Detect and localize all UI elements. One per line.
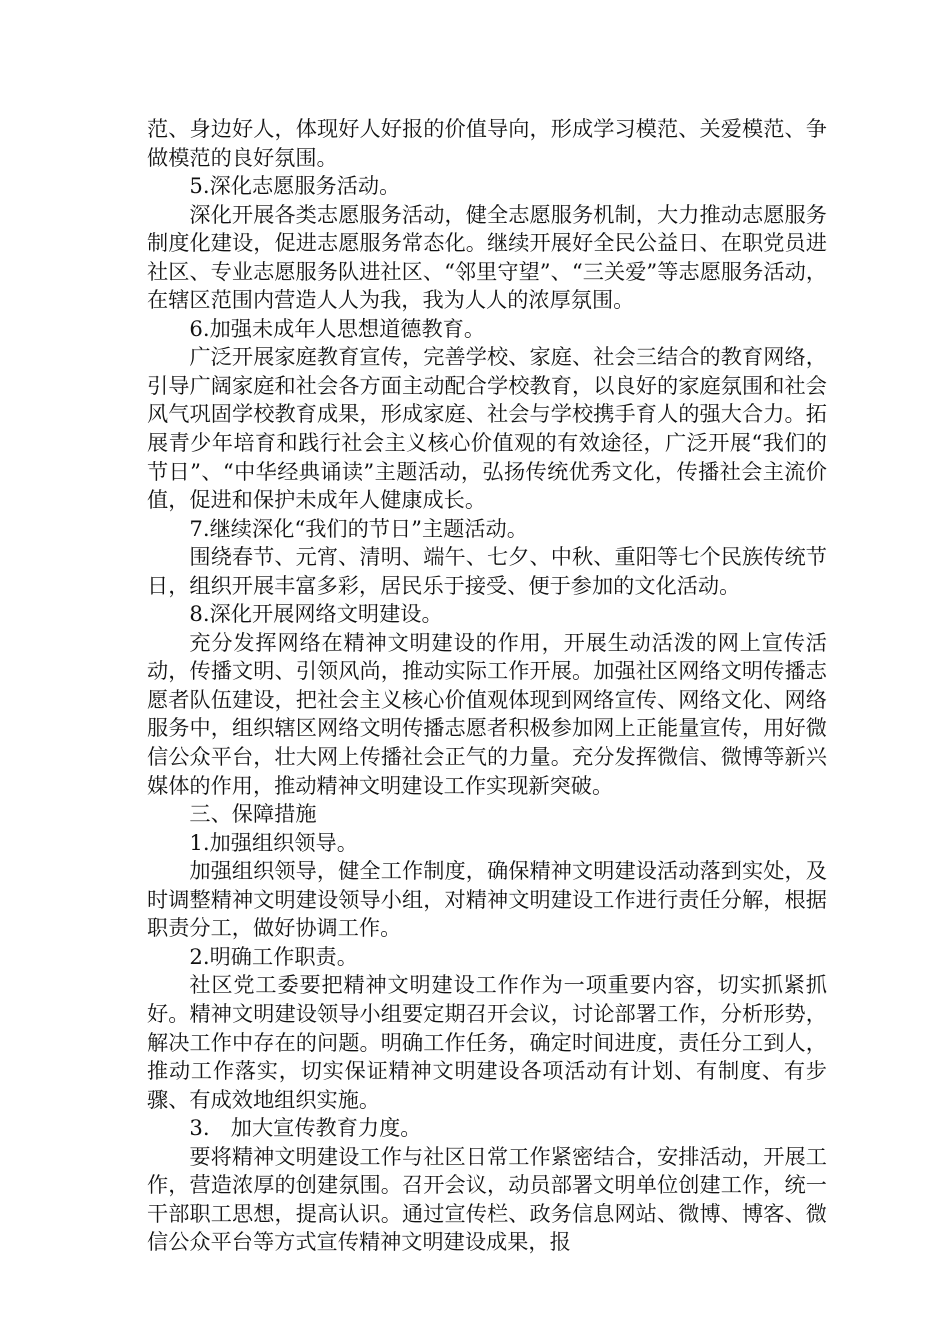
item-heading-7: 7.继续深化“我们的节日”主题活动。	[189, 515, 528, 541]
item-heading-6: 6.加强未成年人思想道德教育。	[189, 315, 486, 341]
item-heading-8: 8.深化开展网络文明建设。	[189, 601, 443, 627]
paragraph-volunteer-service: 深化开展各类志愿服务活动，健全志愿服务机制，大力推动志愿服务制度化建设，促进志愿服务常态化。继续开展好全民公益日、在职党员进社区、专业志愿服务队进社区、“邻里守望”、“三关爱”等志愿服务活动，在辖区范围内营造人人为我，我为人人的浓厚氛围。	[147, 201, 828, 313]
paragraph-festivals: 围绕春节、元宵、清明、端午、七夕、中秋、重阳等七个民族传统节日，组织开展丰富多彩，居民乐于接受、便于参加的文化活动。	[147, 544, 827, 598]
paragraph-responsibilities: 社区党工委要把精神文明建设工作作为一项重要内容，切实抓紧抓好。精神文明建设领导小组要定期召开会议，讨论部署工作，分析形势，解决工作中存在的问题。明确工作任务，确定时间进度，责任分工到人，推动工作落实，切实保证精神文明建设各项活动有计划、有制度、有步骤、有成效地组织实施。	[147, 972, 827, 1112]
item-heading-1: 1.加强组织领导。	[189, 829, 358, 855]
document-body	[147, 115, 827, 1257]
paragraph-publicity: 要将精神文明建设工作与社区日常工作紧密结合，安排活动，开展工作，营造浓厚的创建氛围。召开会议，动员部署文明单位创建工作，统一干部职工思想，提高认识。通过宣传栏、政务信息网站、微博、博客、微信公众平台等方式宣传精神文明建设成果，报	[147, 1143, 827, 1255]
paragraph-leadership: 加强组织领导，健全工作制度，确保精神文明建设活动落到实处，及时调整精神文明建设领导小组，对精神文明建设工作进行责任分解，根据职责分工，做好协调工作。	[147, 858, 827, 941]
item-heading-3: 3. 加大宣传教育力度。	[189, 1115, 422, 1141]
paragraph-continuation: 范、身边好人，体现好人好报的价值导向，形成学习模范、关爱模范、争做模范的良好氛围。	[147, 116, 827, 170]
section-heading-safeguards: 三、保障措施	[189, 801, 317, 827]
paragraph-online-civilization: 充分发挥网络在精神文明建设的作用，开展生动活泼的网上宣传活动，传播文明、引领风尚，推动实际工作开展。加强社区网络文明传播志愿者队伍建设，把社会主义核心价值观体现到网络宣传、网络文化、网络服务中，组织辖区网络文明传播志愿者积极参加网上正能量宣传，用好微信公众平台，壮大网上传播社会正气的力量。充分发挥微信、微博等新兴媒体的作用，推动精神文明建设工作实现新突破。	[147, 629, 827, 798]
item-heading-2: 2.明确工作职责。	[189, 943, 358, 969]
item-heading-5: 5.深化志愿服务活动。	[189, 173, 401, 199]
paragraph-minors-education: 广泛开展家庭教育宣传，完善学校、家庭、社会三结合的教育网络，引导广阔家庭和社会各方面主动配合学校教育，以良好的家庭氛围和社会风气巩固学校教育成果，形成家庭、社会与学校携手育人的强大合力。拓展青少年培育和践行社会主义核心价值观的有效途径，广泛开展“我们的节日”、“中华经典诵读”主题活动，弘扬传统优秀文化，传播社会主流价值，促进和保护未成年人健康成长。	[147, 344, 827, 513]
